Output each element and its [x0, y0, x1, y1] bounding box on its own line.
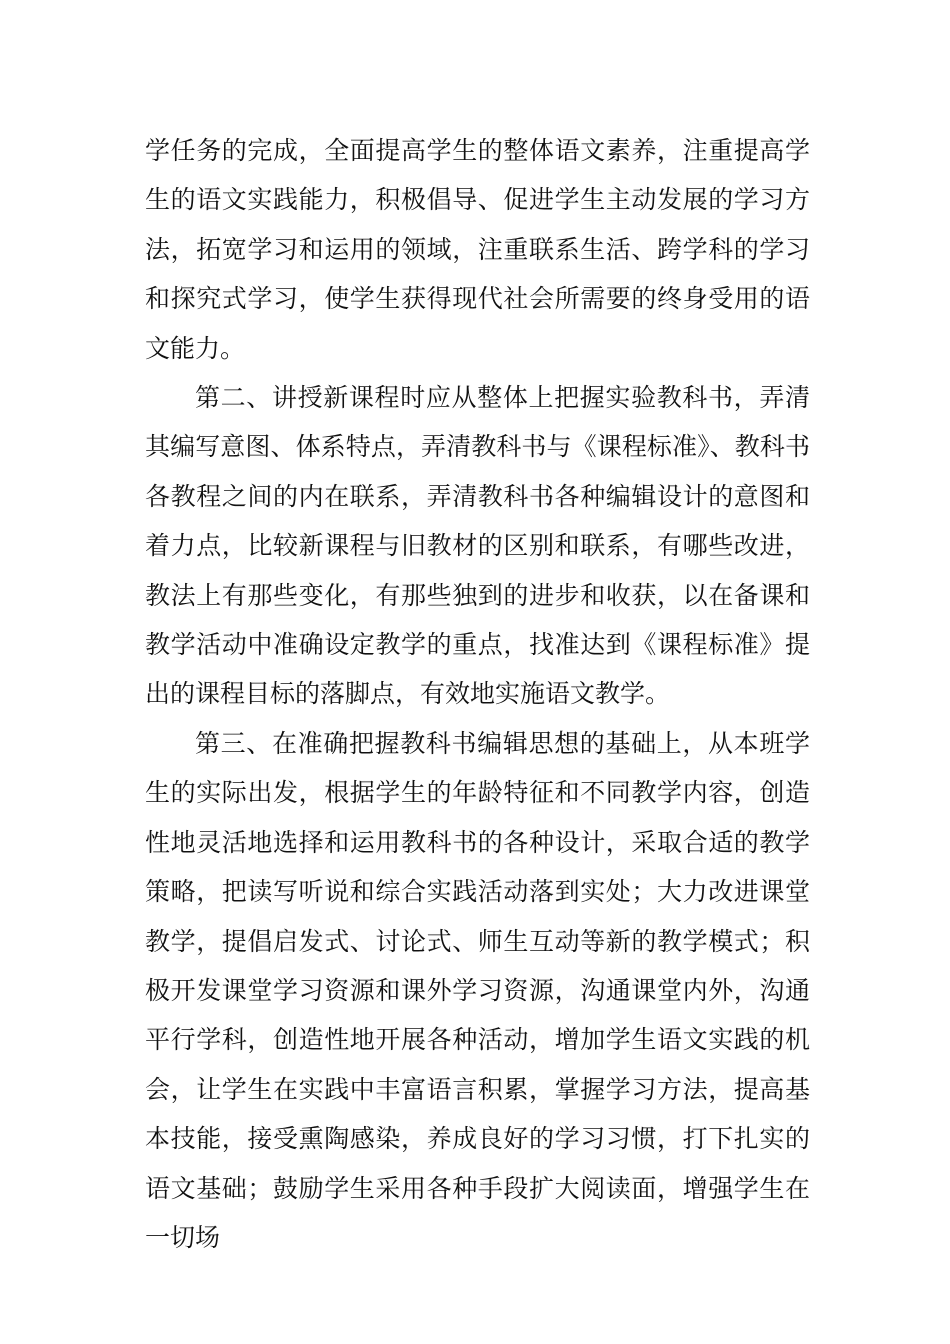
paragraph-third: 第三、在准确把握教科书编辑思想的基础上，从本班学生的实际出发，根据学生的年龄特征和不同教学内容，创造性地灵活地选择和运用教科书的各种设计，采取合适的教学策略，把读写听说和综合实践活动落到实处；大力改进课堂教学，提倡启发式、讨论式、师生互动等新的教学模式；积极开发课堂学习资源和课外学习资源，沟通课堂内外，沟通平行学科，创造性地开展各种活动，增加学生语文实践的机会，让学生在实践中丰富语言积累，掌握学习方法，提高基本技能，接受熏陶感染，养成良好的学习习惯，打下扎实的语文基础；鼓励学生采用各种手段扩大阅读面，增强学生在一切场 [145, 728, 810, 1252]
paragraph-continuation: 学任务的完成，全面提高学生的整体语文素养，注重提高学生的语文实践能力，积极倡导、促进学生主动发展的学习方法，拓宽学习和运用的领域，注重联系生活、跨学科的学习和探究式学习，使学生获得现代社会所需要的终身受用的语文能力。 [145, 136, 810, 363]
body-text [145, 126, 810, 1262]
paragraph-second: 第二、讲授新课程时应从整体上把握实验教科书，弄清其编写意图、体系特点，弄清教科书与《课程标准》、教科书各教程之间的内在联系，弄清教科书各种编辑设计的意图和着力点，比较新课程与旧教材的区别和联系，有哪些改进，教法上有那些变化，有那些独到的进步和收获，以在备课和教学活动中准确设定教学的重点，找准达到《课程标准》提出的课程目标的落脚点，有效地实施语文教学。 [145, 383, 810, 709]
